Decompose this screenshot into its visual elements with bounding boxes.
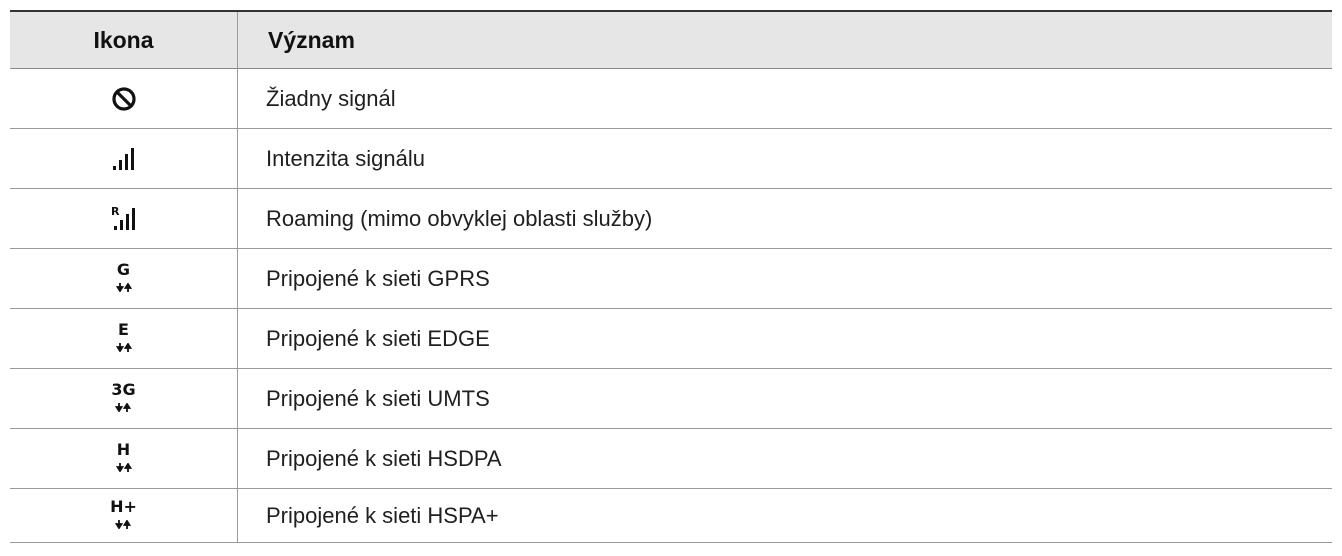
table-row bbox=[10, 309, 1332, 369]
table-row bbox=[10, 129, 1332, 189]
icon-cell bbox=[10, 309, 238, 368]
icon-cell bbox=[10, 369, 238, 428]
icon-cell bbox=[10, 249, 238, 308]
meaning-cell: Žiadny signál bbox=[266, 85, 396, 111]
table-header bbox=[10, 12, 1332, 69]
hsdpa-icon bbox=[116, 442, 132, 475]
network-letter: E bbox=[118, 320, 129, 339]
icon-cell bbox=[10, 429, 238, 488]
header-icon-column: Ikona bbox=[10, 12, 238, 68]
table-row bbox=[10, 249, 1332, 309]
data-arrows-icon bbox=[116, 459, 132, 475]
table-row bbox=[10, 369, 1332, 429]
meaning-cell: Intenzita signálu bbox=[266, 145, 425, 171]
table-row bbox=[10, 489, 1332, 543]
network-letter: G bbox=[116, 260, 131, 279]
network-letter: H+ bbox=[110, 497, 137, 516]
network-letter: 3G bbox=[111, 380, 136, 399]
data-arrows-icon bbox=[116, 279, 132, 295]
table-row bbox=[10, 69, 1332, 129]
roaming-letter: R bbox=[110, 205, 119, 218]
data-arrows-icon bbox=[115, 516, 131, 532]
gprs-icon bbox=[116, 262, 132, 295]
hspa-plus-icon bbox=[110, 499, 137, 532]
icon-cell bbox=[10, 489, 238, 542]
icon-cell bbox=[10, 189, 238, 248]
data-arrows-icon bbox=[115, 399, 131, 415]
icon-cell bbox=[10, 129, 238, 188]
edge-icon bbox=[116, 322, 132, 355]
table-row bbox=[10, 189, 1332, 249]
table-row bbox=[10, 429, 1332, 489]
roaming-icon bbox=[111, 206, 137, 232]
umts-icon bbox=[111, 382, 135, 415]
meaning-cell: Roaming (mimo obvyklej oblasti služby) bbox=[266, 205, 653, 231]
meaning-cell: Pripojené k sieti HSPA+ bbox=[266, 502, 499, 528]
meaning-cell: Pripojené k sieti HSDPA bbox=[266, 445, 502, 471]
no-signal-icon bbox=[111, 86, 137, 112]
header-meaning-column: Význam bbox=[268, 26, 355, 53]
meaning-cell: Pripojené k sieti EDGE bbox=[266, 325, 490, 351]
icon-cell bbox=[10, 69, 238, 128]
meaning-cell: Pripojené k sieti UMTS bbox=[266, 385, 490, 411]
status-icons-table bbox=[10, 10, 1332, 543]
meaning-cell: Pripojené k sieti GPRS bbox=[266, 265, 490, 291]
data-arrows-icon bbox=[116, 339, 132, 355]
signal-strength-icon bbox=[112, 147, 136, 171]
network-letter: H bbox=[116, 440, 131, 459]
